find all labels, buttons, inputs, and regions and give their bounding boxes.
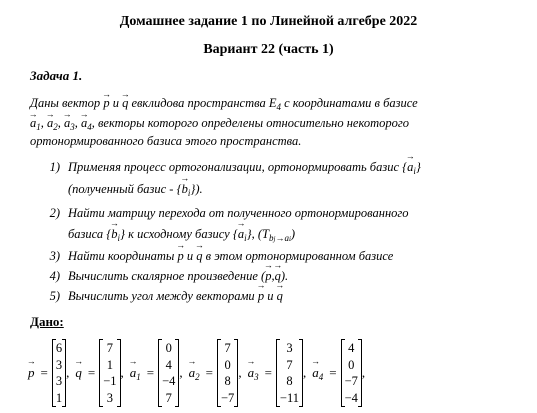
vector-q-matrix: 7 1 −1 3 [99,339,120,407]
separator: , [361,365,366,380]
separator: , [303,365,307,380]
given-vectors [26,337,369,409]
list-item: (полученный базис - {→ $b_i$}). [42,182,203,198]
equals-sign: = [205,365,213,380]
vector-label: → $a_1$ [130,365,141,382]
vector-label: → $a_4$ [312,365,323,382]
separator: , [66,365,70,380]
equals-sign: = [146,365,155,380]
separator: , [120,365,124,380]
equals-sign: = [87,365,96,380]
separator: , [238,365,242,380]
vector-a1-matrix: 0 4 −4 7 [158,339,179,407]
intro-line-2: → $a_1$, → $a_2$, → $a_3$, → $a_4$, векторы которого определены относительно некоторого [30,114,409,136]
variant-title: Вариант 22 (часть 1) [203,42,334,57]
vector-label: → $a_2$ [189,365,200,382]
list-item: 1) Применяя процесс ортогонализации, ортонормировать базис {→ $a_i$} [42,160,421,176]
vector-label: → q [75,365,82,381]
intro-line-1: Даны вектор → p и → q евклидова пространства $E_4$ с координатами в базисе [30,94,418,116]
document-title: Домашнее задание 1 по Линейной алгебре 2022 [119,14,418,29]
vector-a3-matrix: 3 7 8 −11 [276,339,303,407]
equals-sign: = [329,365,337,380]
list-item: базиса {→ $b_i$} к исходному базису {→ $a_i$}, $(T_{bj\to ai})$ [42,227,295,243]
separator: , [179,365,183,380]
list-item: 2) Найти матрицу перехода от полученного ортонормированного [49,206,409,220]
vector-a2-matrix: 7 0 8 −7 [217,339,238,407]
intro-line-3: ортонормированного базиса этого пространства. [30,134,302,148]
list-item: 5) Вычислить угол между векторами → p и → q [42,289,283,304]
equals-sign: = [264,365,272,380]
vector-a4-matrix: 4 0 −7 −4 [341,339,362,407]
task-heading: Задача 1. [30,68,83,83]
vector-p-matrix: 6 3 3 1 [52,339,66,407]
equals-sign: = [40,365,48,380]
list-item: 3) Найти координаты → p и → q в этом ортонормированном базисе [42,249,393,264]
given-heading: Дано: [30,314,64,329]
vector-label: → $a_3$ [248,365,259,382]
list-item: 4) Вычислить скалярное произведение (→ p,→ q). [42,269,288,284]
vector-label: → p [28,365,35,381]
